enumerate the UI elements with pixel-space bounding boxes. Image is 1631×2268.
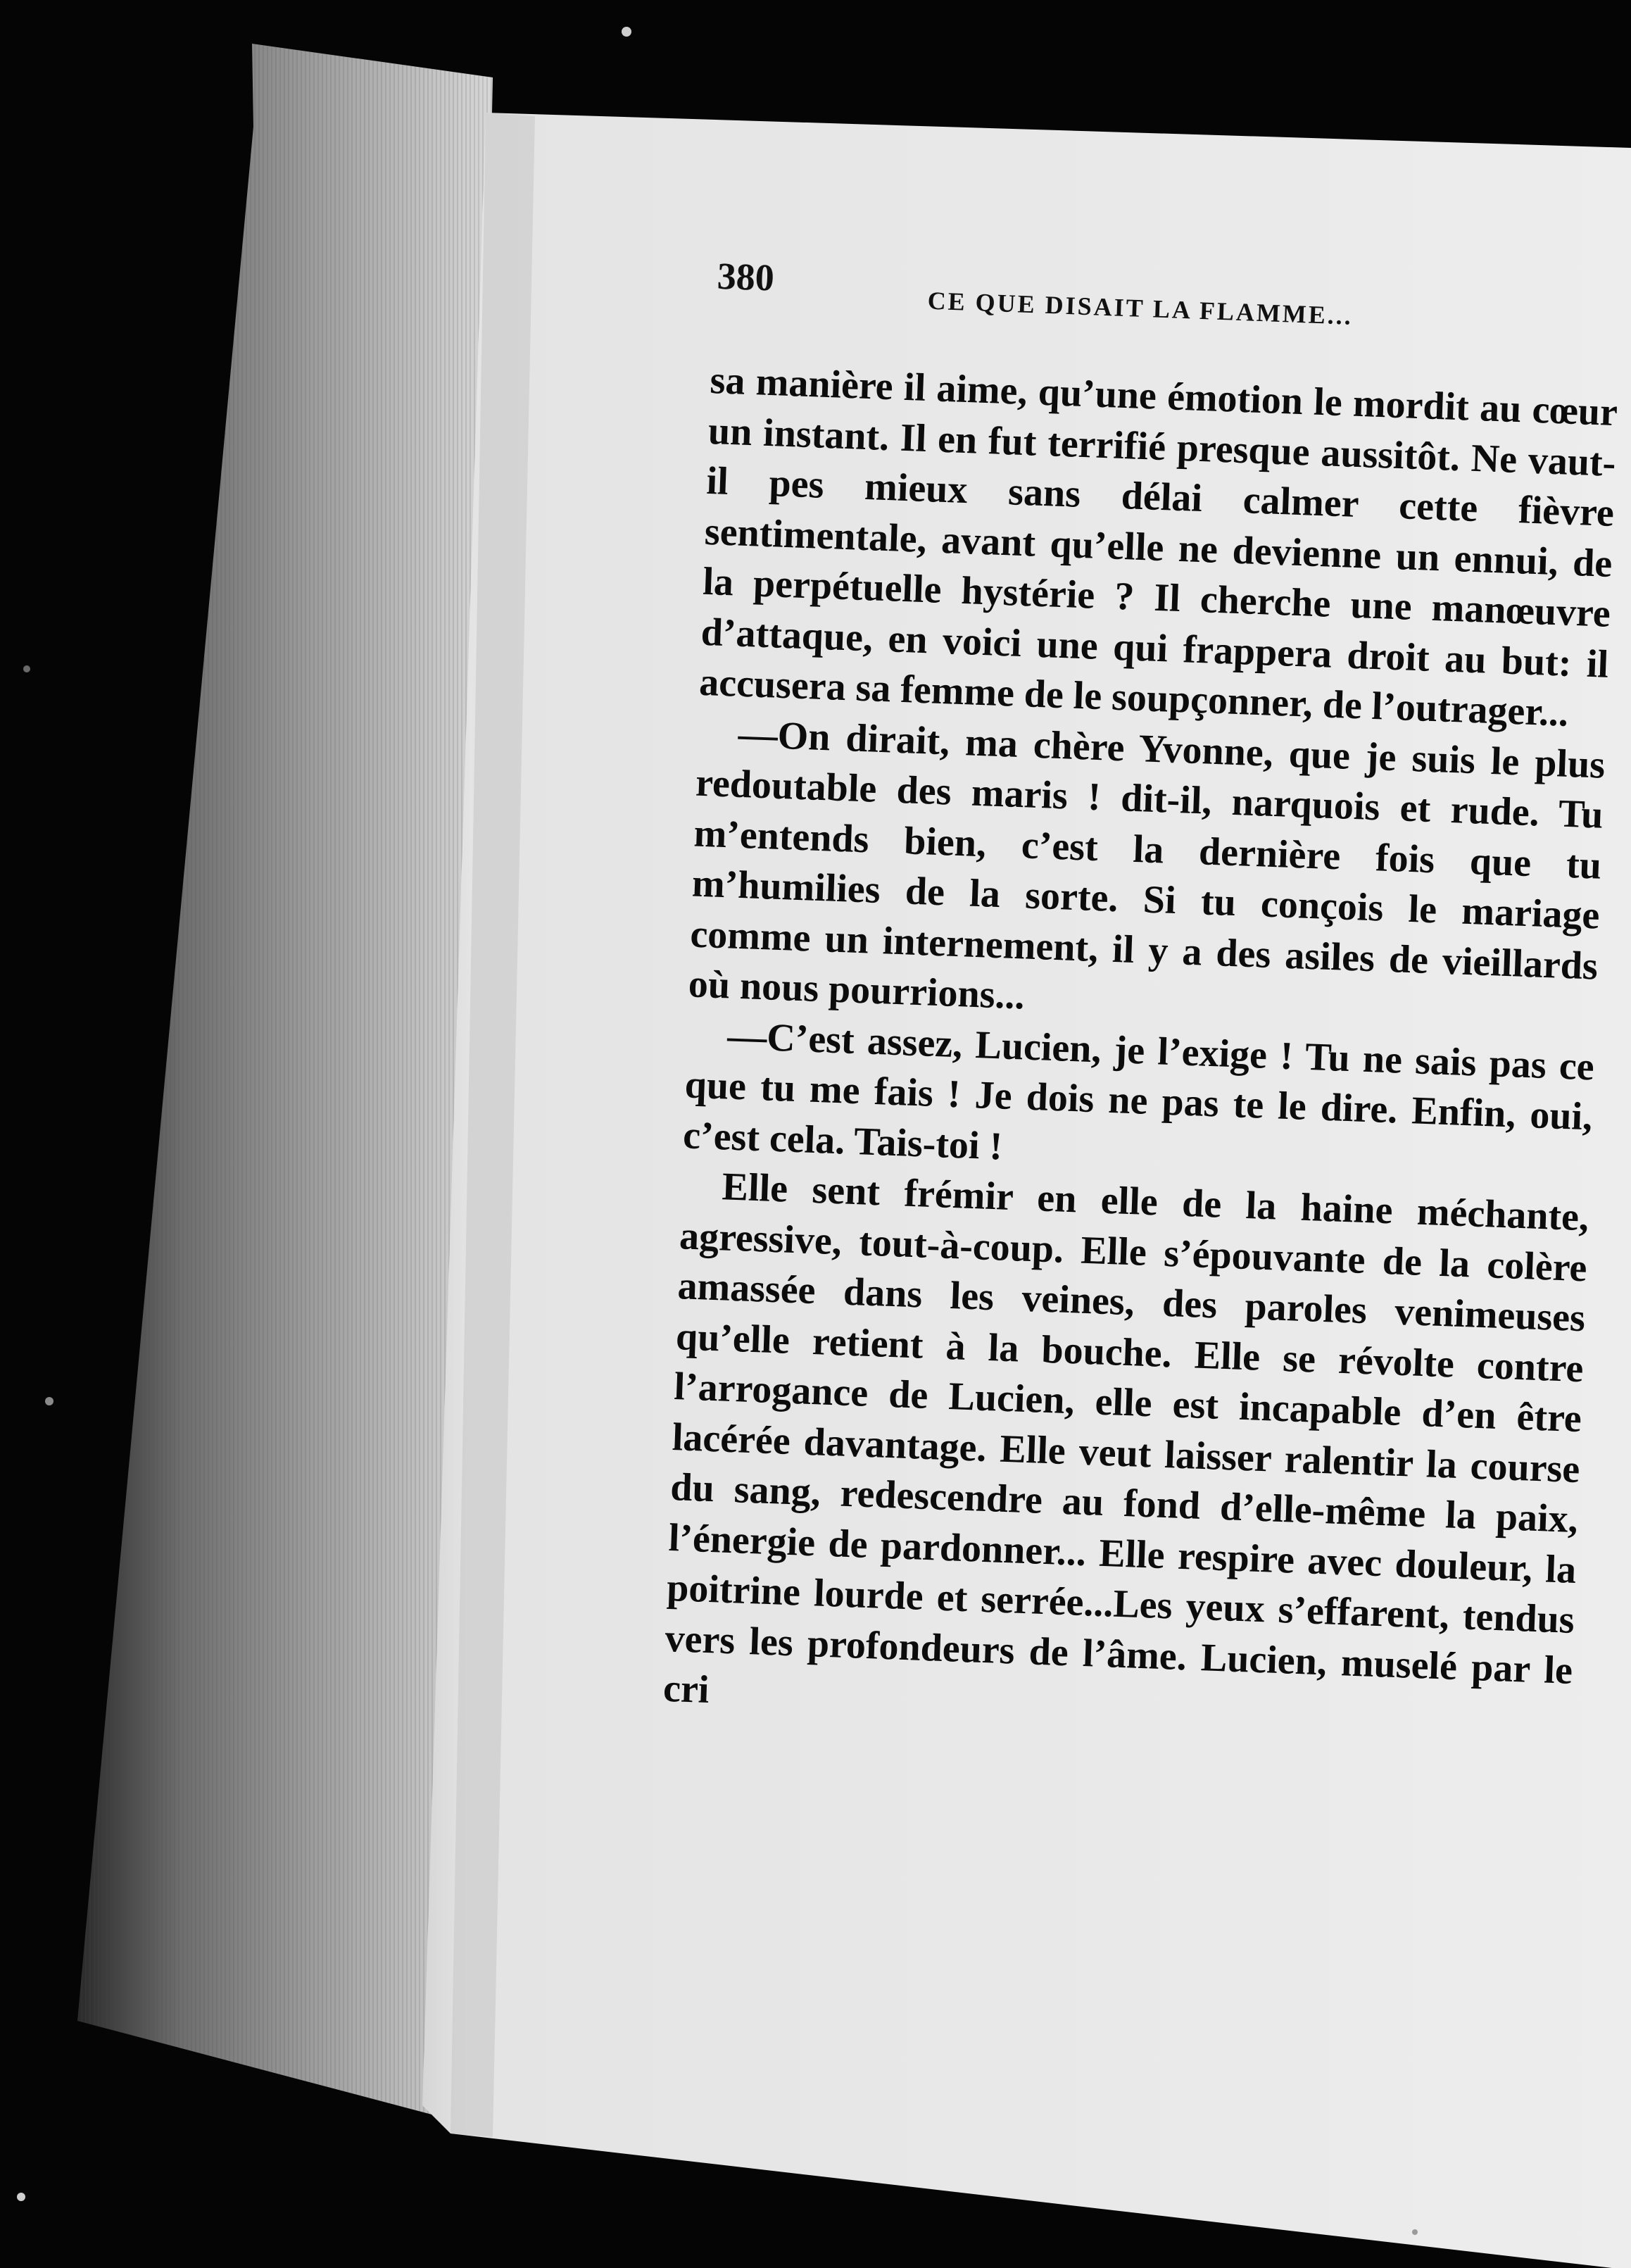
paragraph-2: —On dirait, ma chère Yvonne, que je suis le plus redoutable des maris ! dit-il, narquois et rude. Tu m’entends bien, c’est la dernière fois que tu m’humilies de la sorte. Si tu conçois le mariage comme un internement, il y a des asiles de vieillards où nous pourrions...	[687, 712, 1606, 1018]
book-page	[422, 113, 1631, 2268]
page-number: 380	[716, 254, 775, 299]
running-title: CE QUE DISAIT LA FLAMME...	[927, 286, 1354, 330]
paragraph-4: Elle sent frémir en elle de la haine méchante, agressive, tout-à-coup. Elle s’épouvante de la colère amassée dans les veines, des paroles venimeuses qu’elle retient à la bouche. Elle se révolte contre l’arrogance de Lucien, elle est incapable d’en être lacérée davantage. Elle veut laisser ralentir la course du sang, redescendre au fond d’elle-même la paix, l’énergie de pardonner... Elle respire avec douleur, la poitrine lourde et serrée...Les yeux s’effarent, tendus vers les profondeurs de l’âme. Lucien, muselé par le cri	[662, 1165, 1590, 1712]
paragraph-3: —C’est assez, Lucien, je l’exige ! Tu ne sais pas ce que tu me fais ! Je dois ne pas te le dire. Enfin, oui, c’est cela. Tais-toi !	[682, 1013, 1595, 1169]
paragraph-1: sa manière il aime, qu’une émotion le mordit au cœur un instant. Il en fut terrifié presque aussitôt. Ne vaut-il pes mieux sans délai calmer cette fièvre sentimentale, avant qu’elle ne devienne un ennui, de la perpétuelle hystérie ? Il cherche une manœuvre d’attaque, en voici une qui frappera droit au but: il accusera sa femme de le soupçonner, de l’outrager...	[698, 358, 1619, 735]
